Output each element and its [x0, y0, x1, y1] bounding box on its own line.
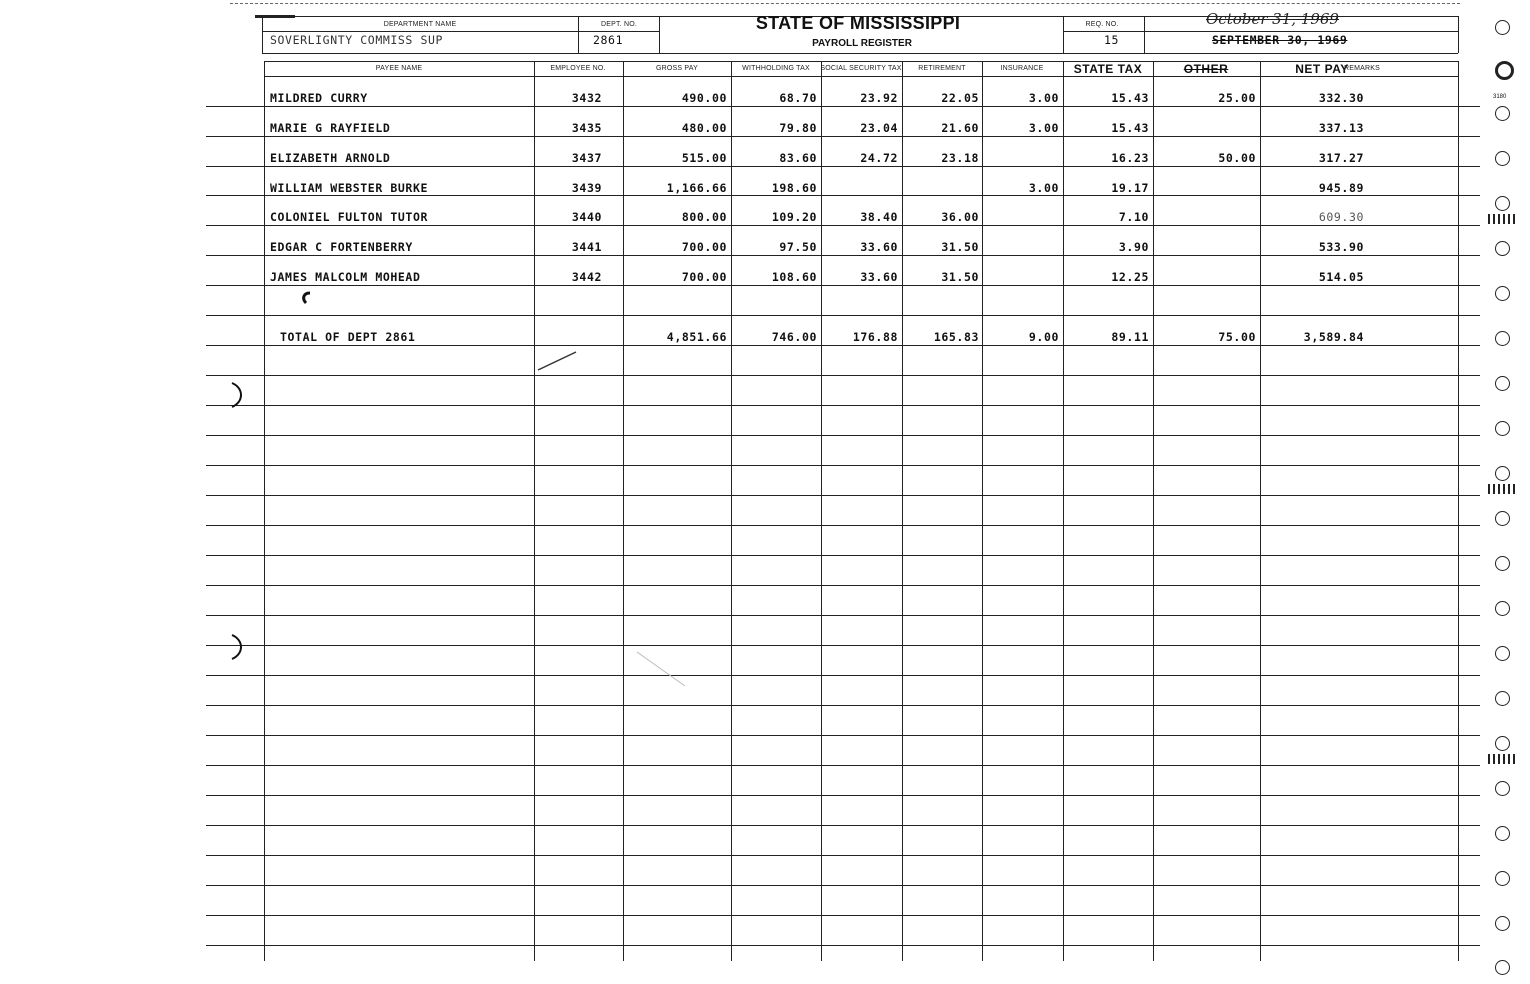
smudge-mark — [635, 650, 690, 690]
total-withholding-tax: 746.00 — [771, 330, 817, 344]
employee-no: 3432 — [571, 91, 602, 105]
feed-hole — [1495, 151, 1510, 166]
social-security-tax: 38.40 — [860, 210, 898, 224]
social-security-tax: 23.92 — [860, 91, 898, 105]
feed-hole — [1495, 736, 1510, 751]
employee-no: 3441 — [571, 240, 602, 254]
net-pay: 317.27 — [1318, 151, 1364, 165]
feed-hole — [1495, 916, 1510, 931]
feed-hole — [1495, 196, 1510, 211]
gross-pay: 490.00 — [681, 91, 727, 105]
other: 25.00 — [1218, 91, 1256, 105]
feed-hole — [1495, 691, 1510, 706]
feed-hole — [1495, 376, 1510, 391]
feed-hole — [1495, 646, 1510, 661]
pen-mark-checkmark — [536, 348, 581, 374]
employee-no: 3435 — [571, 121, 602, 135]
insurance: 3.00 — [1028, 91, 1059, 105]
col-remarks: REMARKS — [1343, 65, 1381, 72]
dept-no-value: 2861 — [593, 33, 624, 47]
payee-name: WILLIAM WEBSTER BURKE — [270, 181, 428, 195]
feed-hole — [1495, 286, 1510, 301]
employee-no: 3437 — [571, 151, 602, 165]
net-pay: 332.30 — [1318, 91, 1364, 105]
department-name-label: DEPARTMENT NAME — [383, 21, 457, 28]
employee-no: 3440 — [571, 210, 602, 224]
page-subtitle: PAYROLL REGISTER — [812, 38, 912, 49]
gross-pay: 700.00 — [681, 270, 727, 284]
perforation-mark — [1488, 214, 1516, 224]
feed-hole — [1495, 106, 1510, 121]
payee-name: MARIE G RAYFIELD — [270, 121, 391, 135]
withholding-tax: 97.50 — [779, 240, 817, 254]
state-tax: 19.17 — [1111, 181, 1149, 195]
dept-no-label: DEPT. NO. — [600, 21, 638, 28]
feed-hole — [1495, 20, 1510, 35]
social-security-tax: 33.60 — [860, 270, 898, 284]
col-retirement: RETIREMENT — [918, 65, 966, 72]
state-tax: 15.43 — [1111, 91, 1149, 105]
employee-no: 3442 — [571, 270, 602, 284]
feed-hole — [1495, 421, 1510, 436]
feed-hole — [1495, 871, 1510, 886]
pen-mark-comma — [298, 290, 314, 306]
net-pay: 337.13 — [1318, 121, 1364, 135]
total-label: TOTAL OF DEPT 2861 — [280, 330, 416, 344]
net-pay: 609.30 — [1318, 210, 1364, 224]
gross-pay: 515.00 — [681, 151, 727, 165]
total-state-tax: 89.11 — [1111, 330, 1149, 344]
other: 50.00 — [1218, 151, 1256, 165]
feed-hole — [1495, 601, 1510, 616]
feed-hole — [1495, 61, 1514, 80]
gross-pay: 480.00 — [681, 121, 727, 135]
gross-pay: 800.00 — [681, 210, 727, 224]
date-typed: SEPTEMBER 30, 1969 — [1212, 33, 1348, 47]
total-retirement: 165.83 — [933, 330, 979, 344]
feed-hole — [1495, 466, 1510, 481]
feed-hole — [1495, 556, 1510, 571]
feed-hole — [1495, 241, 1510, 256]
total-gross-pay: 4,851.66 — [666, 330, 727, 344]
binder-bracket-mark — [228, 380, 248, 410]
department-name-value: SOVERLIGNTY COMMISS SUP — [270, 33, 444, 47]
payee-name: EDGAR C FORTENBERRY — [270, 240, 413, 254]
req-no-value: 15 — [1104, 33, 1120, 47]
withholding-tax: 79.80 — [779, 121, 817, 135]
state-tax: 15.43 — [1111, 121, 1149, 135]
payee-name: MILDRED CURRY — [270, 91, 368, 105]
withholding-tax: 109.20 — [771, 210, 817, 224]
payee-name: COLONIEL FULTON TUTOR — [270, 210, 428, 224]
feed-hole — [1495, 781, 1510, 796]
margin-code: 3180 — [1493, 94, 1507, 100]
feed-hole — [1495, 960, 1510, 975]
corner-arrow-mark — [255, 15, 295, 18]
col-gross-pay: GROSS PAY — [656, 65, 698, 72]
col-net-pay: NET PAY — [1295, 62, 1349, 76]
date-handwritten: October 31, 1969 — [1206, 10, 1339, 28]
state-tax: 3.90 — [1118, 240, 1149, 254]
net-pay: 945.89 — [1318, 181, 1364, 195]
gross-pay: 700.00 — [681, 240, 727, 254]
retirement: 22.05 — [941, 91, 979, 105]
perforation-mark — [1488, 484, 1516, 494]
perforation-mark — [1488, 754, 1516, 764]
net-pay: 533.90 — [1318, 240, 1364, 254]
page-title: STATE OF MISSISSIPPI — [755, 13, 961, 33]
col-withholding-tax: WITHHOLDING TAX — [742, 65, 810, 72]
social-security-tax: 24.72 — [860, 151, 898, 165]
net-pay: 514.05 — [1318, 270, 1364, 284]
withholding-tax: 68.70 — [779, 91, 817, 105]
total-social-security-tax: 176.88 — [852, 330, 898, 344]
feed-hole — [1495, 511, 1510, 526]
withholding-tax: 108.60 — [771, 270, 817, 284]
insurance: 3.00 — [1028, 181, 1059, 195]
total-net-pay: 3,589.84 — [1303, 330, 1364, 344]
feed-hole — [1495, 331, 1510, 346]
col-payee-name: PAYEE NAME — [375, 65, 423, 72]
col-employee-no: EMPLOYEE NO. — [550, 65, 606, 72]
total-other: 75.00 — [1218, 330, 1256, 344]
payee-name: ELIZABETH ARNOLD — [270, 151, 391, 165]
state-tax: 16.23 — [1111, 151, 1149, 165]
withholding-tax: 83.60 — [779, 151, 817, 165]
total-insurance: 9.00 — [1028, 330, 1059, 344]
col-insurance: INSURANCE — [1000, 65, 1044, 72]
insurance: 3.00 — [1028, 121, 1059, 135]
payee-name: JAMES MALCOLM MOHEAD — [270, 270, 421, 284]
binder-bracket-mark — [228, 632, 248, 662]
employee-no: 3439 — [571, 181, 602, 195]
req-no-label: REQ. NO. — [1085, 21, 1119, 28]
state-tax: 7.10 — [1118, 210, 1149, 224]
social-security-tax: 23.04 — [860, 121, 898, 135]
gross-pay: 1,166.66 — [666, 181, 727, 195]
state-tax: 12.25 — [1111, 270, 1149, 284]
col-state-tax: STATE TAX — [1073, 62, 1143, 76]
retirement: 31.50 — [941, 240, 979, 254]
social-security-tax: 33.60 — [860, 240, 898, 254]
withholding-tax: 198.60 — [771, 181, 817, 195]
retirement: 23.18 — [941, 151, 979, 165]
retirement: 36.00 — [941, 210, 979, 224]
col-other: OTHER — [1183, 62, 1229, 76]
retirement: 31.50 — [941, 270, 979, 284]
col-social-security-tax: SOCIAL SECURITY TAX — [820, 65, 902, 72]
retirement: 21.60 — [941, 121, 979, 135]
feed-hole — [1495, 826, 1510, 841]
